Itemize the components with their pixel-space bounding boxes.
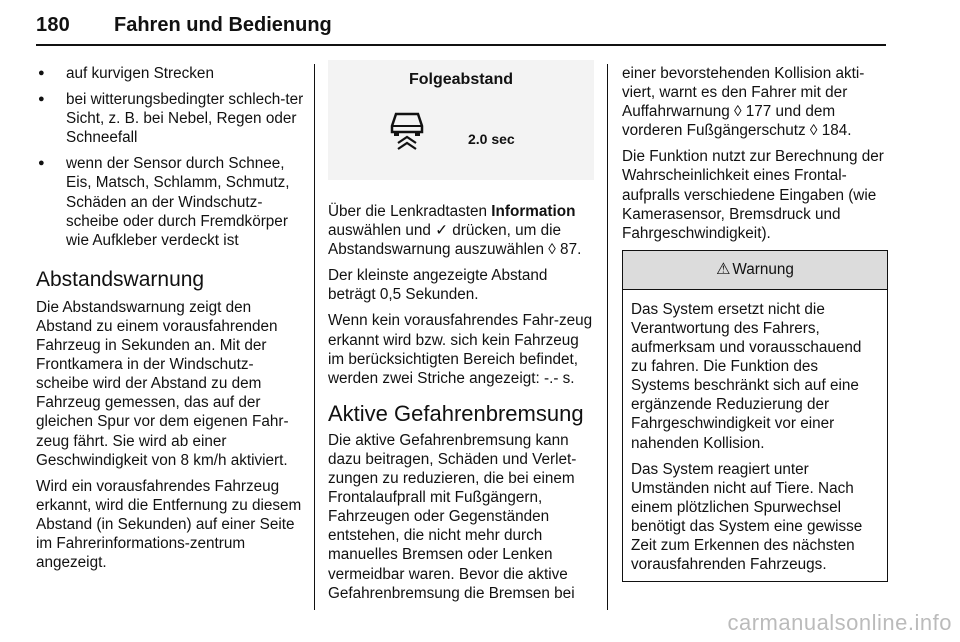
text-span: Über die Lenkradtasten	[328, 203, 492, 220]
paragraph	[328, 202, 596, 259]
warning-icon: ⚠	[716, 261, 731, 279]
column-3	[622, 64, 888, 582]
warning-title: Warnung	[732, 261, 794, 279]
paragraph: Die aktive Gefahrenbremsung kann dazu beitragen, Schäden und Verlet-zungen zu reduzieren, die bei einem Frontalaufprall mit Fußgängern, Fahrzeugen oder Gegenständen entstehen, die nicht mehr durch manuelles Bremsen oder Lenken vermeidbar waren. Bevor die aktive Gefahrenbremsung die Bremsen bei	[328, 431, 577, 602]
list-item: ● bei witterungsbedingter schlech-ter Sicht, z. B. bei Nebel, Regen oder Schneefall	[36, 90, 304, 147]
column-1	[36, 64, 304, 579]
paragraph: Wenn kein vorausfahrendes Fahr-zeug erkannt wird bzw. sich kein Fahrzeug im berücksichtigten Bereich befindet, werden zwei Striche angezeigt: -.- s.	[328, 312, 593, 387]
header-rule	[36, 44, 886, 46]
paragraph: Das System reagiert unter Umständen nicht auf Tiere. Nach einem plötzlichen Spurwechsel benötigt das System eine gewisse Zeit zum Erkennen des nächsten vorausfahrenden Fahrzeugs.	[631, 460, 863, 574]
information-button-label: Information	[491, 203, 576, 220]
paragraph: Der kleinste angezeigte Abstand beträgt 0,5 Sekunden.	[328, 267, 548, 304]
watermark: carmanualsonline.info	[727, 610, 952, 635]
column-2	[328, 64, 596, 610]
column-divider-1	[314, 64, 315, 610]
condition-list	[36, 64, 304, 250]
display-title: Folgeabstand	[408, 71, 513, 88]
warning-body	[623, 290, 887, 574]
list-item: ● wenn der Sensor durch Schnee, Eis, Matsch, Schlamm, Schmutz, Schäden an der Windschutz-scheibe oder durch Fremdkörper wie Aufkleber verdeckt ist	[36, 154, 304, 249]
paragraph: Wird ein vorausfahrendes Fahrzeug erkannt, wird die Entfernung zu diesem Abstand (in Sekunden) auf einer Seite im Fahrerinformations-zentrum angezeigt.	[36, 477, 302, 572]
heading-aktive-gefahrenbremsung: Aktive Gefahrenbremsung	[328, 400, 584, 426]
warning-box	[622, 250, 888, 582]
car-following-distance-icon	[388, 110, 426, 150]
heading-abstandswarnung: Abstandswarnung	[36, 267, 205, 291]
distance-value: 2.0 sec	[468, 131, 515, 147]
list-item: ● auf kurvigen Strecken	[36, 64, 304, 83]
text-span: auswählen und ✓ drücken, um die Abstandswarnung auszuwählen ◊ 87.	[328, 222, 582, 259]
warning-header	[623, 251, 887, 290]
following-distance-display	[328, 60, 594, 180]
section-title: Fahren und Bedienung	[114, 14, 332, 36]
paragraph: Das System ersetzt nicht die Verantwortung des Fahrers, aufmerksam und vorausschauend zu fahren. Die Funktion des Systems beschränkt sich auf eine ergänzende Reduzierung der Fahrgeschwindigkeit vor einer nahenden Kollision.	[631, 300, 862, 452]
paragraph: einer bevorstehenden Kollision akti-viert, warnt es den Fahrer mit der Auffahrwarnung ◊ 177 und dem vorderen Fußgängerschutz ◊ 184.	[622, 65, 865, 140]
paragraph: Die Funktion nutzt zur Berechnung der Wahrscheinlichkeit eines Frontal-aufpralls verschiedene Eingaben (wie Kamerasensor, Bremsdruck und Fahrgeschwindigkeit).	[622, 148, 884, 242]
page-number: 180	[36, 14, 70, 36]
column-divider-2	[607, 64, 608, 610]
paragraph: Die Abstandswarnung zeigt den Abstand zu einem vorausfahrenden Fahrzeug in Sekunden an. Mit der Frontkamera in der Windschutz-scheibe wird der Abstand zu dem Fahrzeug gemessen, das auf der gleichen Spur vor dem eigenen Fahr-zeug fährt. Sie wird ab einer Geschwindigkeit von 8 km/h aktiviert.	[36, 298, 289, 469]
